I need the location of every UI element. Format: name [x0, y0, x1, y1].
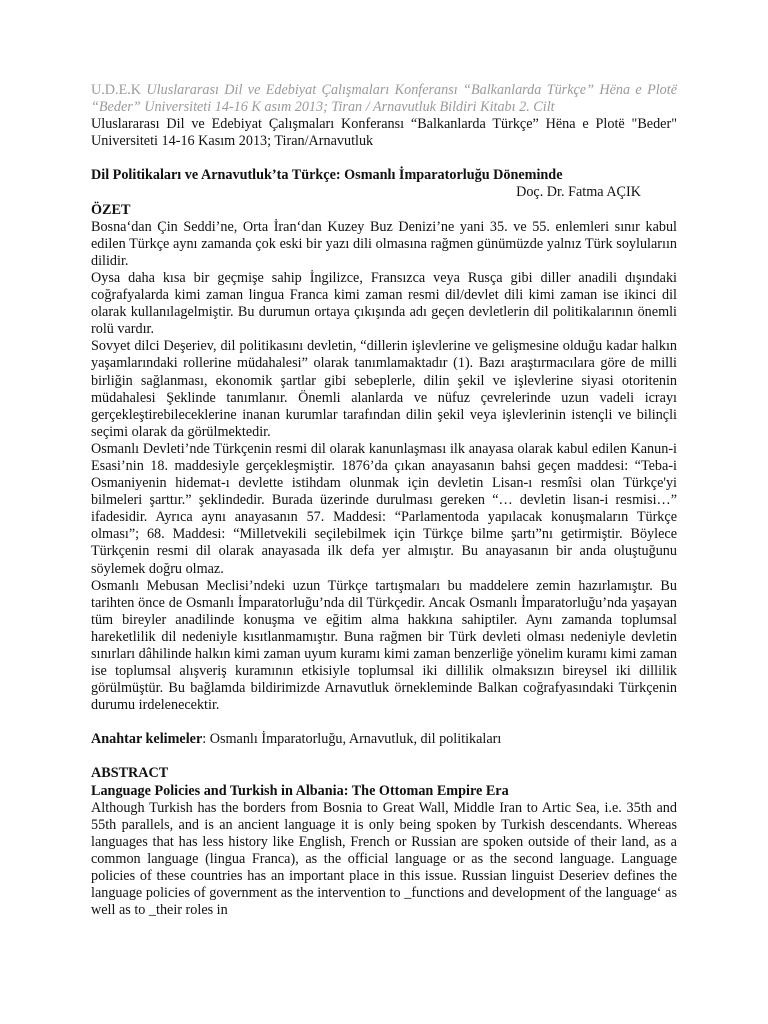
ozet-heading: ÖZET [91, 201, 131, 218]
ozet-paragraph: Sovyet dilci Deşeriev, dil politikasını devletin, “dillerin işlevlerine ve gelişmesine olduğu kadar halkın yaşamlarındaki rollerine müdahalesi” olarak tanımlamaktadır (1). Bazı araştırmacılara göre de milli birliğin sağlanması, ekonomik şartlar gibi sebeplerle, dilin şekil ve işlevlerine siyasi otoritenin müdahalesi Şeklinde tanımlanır. Önemli alanlarda ve nüfuz çevrelerinde uzun vadeli icrayı gerçekleştirebileceklerine inanan kurumlar tarafından dilin şekil veya işlevlerinin istençli ve bilinçli seçimi olarak da görülmektedir. [91, 338, 677, 440]
running-header [91, 82, 677, 116]
abstract-title: Language Policies and Turkish in Albania: The Ottoman Empire Era [91, 782, 509, 799]
paper-title: Dil Politikaları ve Arnavutluk’ta Türkçe: Osmanlı İmparatorluğu Döneminde [91, 167, 563, 184]
ozet-paragraph: Osmanlı Devleti’nde Türkçenin resmi dil olarak kanunlaşması ilk anayasa olarak kabul edilen Kanun-i Esasi’nin 18. maddesiyle gerçekleşmiştir. 1876’da çıkan anayasanın bahsi geçen maddesi: “Teba-i Osmaniyenin hidemat-ı devlette istihdam olunmak için devletin Lisan-ı resmîsi olan Türkçe'yi bilmeleri şarttır.” şeklindedir. Burada üzerinde durulması gereken “… devletin lisan-i resmisi…” ifadesidir. Ayrıca aynı anayasanın 57. Maddesi: “Parlamentoda yapılacak konuşmaların Türkçe olması”; 68. Maddesi: “Milletvekili seçilebilmek için Türkçe bilme şartı”nı getirmiştir. Böylece Türkçenin resmi dil olarak anayasada ilk defa yer almıştır. Bu anayasanın bir anda oluştuğunu söylemek doğru olmaz. [91, 440, 677, 577]
author-name: Doç. Dr. Fatma AÇIK [516, 184, 641, 201]
abstract-heading: ABSTRACT [91, 765, 169, 782]
header-prefix: U.D.E.K [91, 82, 147, 98]
ozet-paragraph: Osmanlı Mebusan Meclisi’ndeki uzun Türkçe tartışmaları bu maddelere zemin hazırlamıştır. Bu tarihten önce de Osmanlı İmparatorluğu’nda dil Türkçedir. Ancak Osmanlı İmparatorluğu’nda yaşayan tüm bireyler anadilinde konuşma ve eğitim alma hakkına sahiptiler. Aynı zamanda toplumsal hareketlilik dil nedeniyle kısıtlanmamıştır. Buna rağmen bir Türk devleti olması nedeniyle devletin sınırları dâhilinde halkın kimi zaman uyum kuramı kimi zaman benzerliğe yönelim kuramı kimi zaman ise toplumsal alışveriş kuramının etkisiyle toplumsal iki dillilik olmaksızın bireysel iki dillilik görülmüştür. Bu bağlamda bildirimizde Arnavutluk örnekleminde Balkan coğrafyasındaki Türkçenin durumu irdelenecektir. [91, 577, 677, 714]
ozet-paragraph: Oysa daha kısa bir geçmişe sahip İngilizce, Fransızca veya Rusça gibi diller anadili dışındaki coğrafyalarda kimi zaman lingua Franca kimi zaman resmi dil/devlet dili kimi zaman ise ikinci dil olarak kullanılagelmiştir. Bu durumun ortaya çıkışında adı geçen devletlerin dil politikalarının önemli rolü vardır. [91, 269, 677, 338]
abstract-paragraph: Although Turkish has the borders from Bosnia to Great Wall, Middle Iran to Artic Sea, i.e. 35th and 55th parallels, and is an ancient language it is only being spoken by Turkish descendants. Whereas languages that has less history like English, French or Russian are spoken outside of their land, as a common language (lingua Franca), as the official language or as the second language. Language policies of these countries has an important place in this issue. Russian linguist Deseriev defines the language policies of government as the intervention to _functions and development of the language‘ as well as to _their roles in [91, 799, 677, 919]
keywords-label: Anahtar kelimeler [91, 731, 203, 748]
keywords-text: : Osmanlı İmparatorluğu, Arnavutluk, dil politikaları [202, 731, 502, 748]
conference-line: Uluslararası Dil ve Edebiyat Çalışmaları Konferansı “Balkanlarda Türkçe” Hëna e Plotë "Beder" Universiteti 14-16 Kasım 2013; Tiran/Arnavutluk [91, 116, 677, 150]
ozet-paragraph: Bosna‘dan Çin Seddi’ne, Orta İran‘dan Kuzey Buz Denizi’ne yani 35. ve 55. enlemleri sınır kabul edilen Türkçe aynı zamanda çok eski bir yazı dili olmasına rağmen günümüzde yalnız Türk soylularıın dilidir. [91, 218, 677, 269]
keywords-line [91, 731, 677, 748]
page-content [91, 82, 677, 919]
header-text: Uluslararası Dil ve Edebiyat Çalışmaları Konferansı “Balkanlarda Türkçe” Hëna e Plotë “Beder” Universiteti 14-16 K asım 2013; Tiran / Arnavutluk Bildiri Kitabı 2. Cilt [91, 82, 678, 116]
